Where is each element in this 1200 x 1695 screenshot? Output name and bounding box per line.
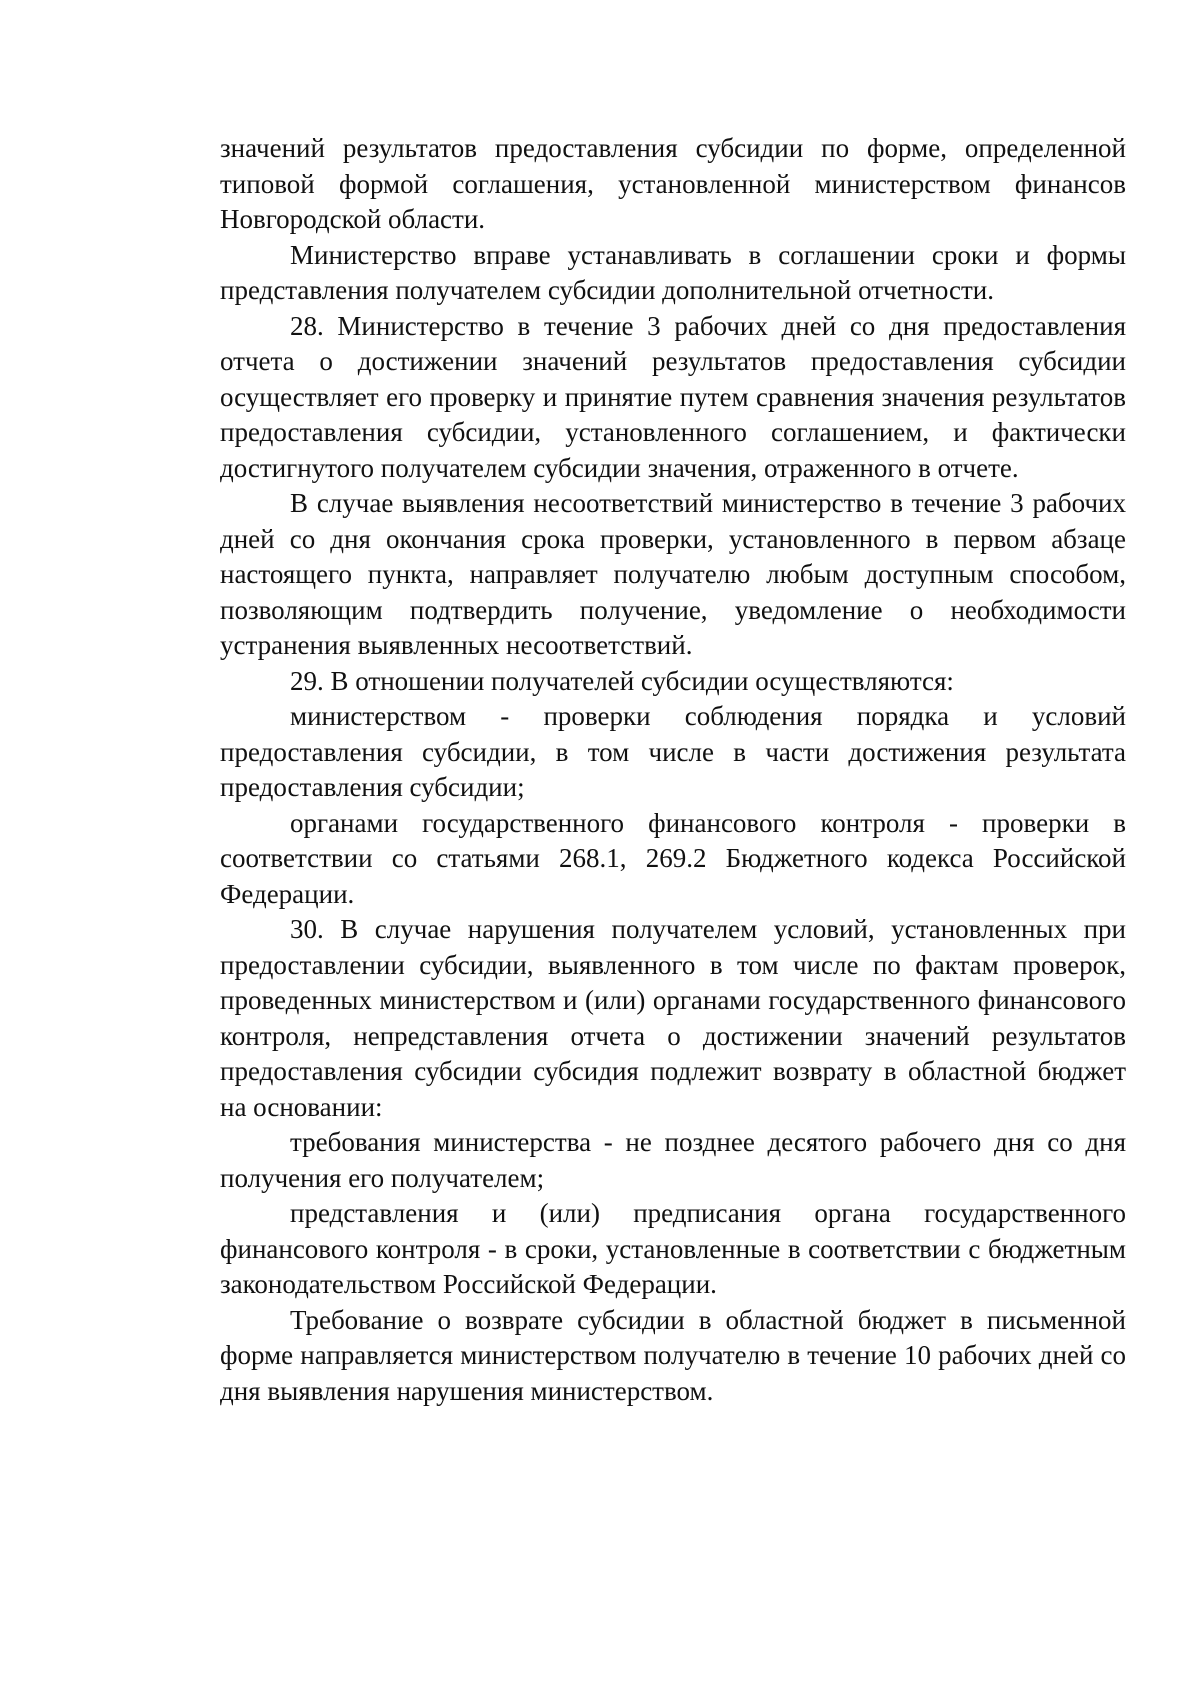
paragraph-item-29: 29. В отношении получателей субсидии осуществляются: [290,665,954,696]
paragraph-discrepancies: В случае выявления несоответствий министерство в течение 3 рабочих дней со дня окончания срока проверки, установленного в первом абзаце настоящего пункта, направляет получателю любым доступным способом, позволяющим подтвердить получение, уведомление о необходимости устранения выявленных несоответствий. [220,488,1126,660]
paragraph-ministry-checks: министерством - проверки соблюдения порядка и условий предоставления субсидии, в том числе в части достижения результата предоставления субсидии; [220,701,1126,802]
paragraph-ministry-requirement: требования министерства - не позднее десятого рабочего дня со дня получения его получателем; [220,1127,1126,1193]
document-page [220,131,1126,1409]
paragraph-control-order: представления и (или) предписания органа государственного финансового контроля - в сроки, установленные в соответствии с бюджетным законодательством Российской Федерации. [220,1198,1126,1299]
paragraph-return-requirement: Требование о возврате субсидии в областной бюджет в письменной форме направляется министерством получателю в течение 10 рабочих дней со дня выявления нарушения министерством. [220,1304,1126,1406]
paragraph-item-28: 28. Министерство в течение 3 рабочих дней со дня предоставления отчета о достижении значений результатов предоставления субсидии осуществляет его проверку и принятие путем сравнения значения результатов предоставления субсидии, установленного соглашением, и фактически достигнутого получателем субсидии значения, отраженного в отчете. [220,310,1126,483]
paragraph-additional-reporting: Министерство вправе устанавливать в соглашении сроки и формы представления получателем субсидии дополнительной отчетности. [220,239,1126,305]
paragraph-item-30: 30. В случае нарушения получателем условий, установленных при предоставлении субсидии, выявленного в том числе по фактам проверок, проведенных министерством и (или) органами государственного финансового контроля, непредставления отчета о достижении значений результатов предоставления субсидии субсидия подлежит возврату в областной бюджет на основании: [220,914,1126,1122]
paragraph-continuation: значений результатов предоставления субсидии по форме, определенной типовой формой соглашения, установленной министерством финансов Новгородской области. [220,133,1126,234]
paragraph-financial-control-checks: органами государственного финансового контроля - проверки в соответствии со статьями 268.1, 269.2 Бюджетного кодекса Российской Федерации. [220,807,1126,909]
